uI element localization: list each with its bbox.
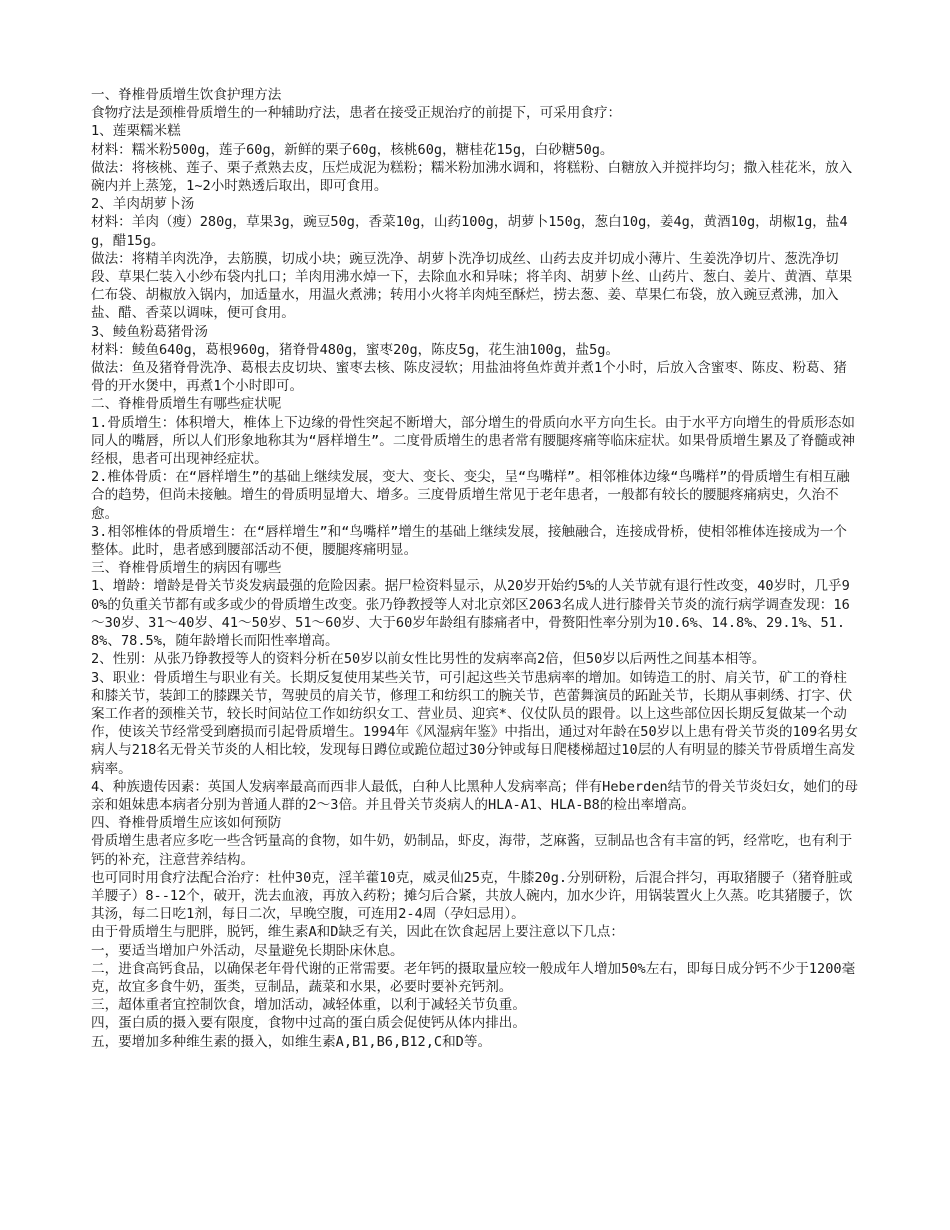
cause-2-gender: 2、性别：从张乃铮教授等人的资料分析在50岁以前女性比男性的发病率高2倍，但50岁以后两性之间基本相等。 [91, 651, 766, 668]
recipe-1-ingredients: 材料：糯米粉500g，莲子60g，新鲜的栗子60g，核桃60g，糖桂花15g，白砂糖50g。 [91, 141, 614, 158]
symptom-1: 1.骨质增生：体积增大，椎体上下边缘的骨性突起不断增大，部分增生的骨质向水平方向生长。由于水平方向增生的骨质形态如同人的嘴唇，所以人们形象地称其为“唇样增生”。二度骨质增生的患者常有腰腿疼痛等临床症状。如果骨质增生累及了脊髓或神经根，患者可出现神经症状。 [91, 414, 856, 468]
recipe-1-title: 1、莲栗糯米糕 [91, 123, 181, 140]
recipe-2-title: 2、羊肉胡萝卜汤 [91, 196, 195, 213]
paragraph-intro: 食物疗法是颈椎骨质增生的一种辅助疗法，患者在接受正规治疗的前提下，可采用食疗： [91, 105, 622, 122]
symptom-2: 2.椎体骨质：在“唇样增生”的基础上继续发展，变大、变长、变尖，呈“鸟嘴样”。相邻椎体边缘“鸟嘴样”的骨质增生有相互融合的趋势，但尚未接触。增生的骨质明显增大、增多。三度骨质增生常见于老年患者，一般都有较长的腰腿疼痛病史，久治不愈。 [91, 469, 850, 522]
heading-3: 三、脊椎骨质增生的病因有哪些 [91, 560, 282, 577]
cause-3-occupation: 3、职业：骨质增生与职业有关。长期反复使用某些关节，可引起这些关节患病率的增加。如铸造工的肘、肩关节，矿工的脊柱和膝关节，装卸工的膝踝关节，驾驶员的肩关节，修理工和纺织工的腕关节，芭蕾舞演员的跖趾关节，长期从事刺绣、打字、伏案工作者的颈椎关节，较长时间站位工作如纺织女工、营业员、迎宾*、仪仗队员的跟骨。以上这些部位因长期反复做某一个动作，使该关节经常受到磨损而引起骨质增生。1994年《风湿病年鉴》中指出，通过对年龄在50岁以上患有骨关节炎的109名男女病人与218名无骨关节炎的人相比较，发现每日蹲位或跪位超过30分钟或每日爬楼梯超过10层的人有明显的膝关节骨质增生高发病率。 [91, 669, 858, 777]
recipe-3-method: 做法：鱼及猪脊骨洗净、葛根去皮切块、蜜枣去核、陈皮浸软；用盐油将鱼炸黄并煮1个小时，后放入含蜜枣、陈皮、粉葛、猪骨的开水煲中，再煮1个小时即可。 [91, 360, 847, 395]
recipe-3-title: 3、鲮鱼粉葛猪骨汤 [91, 323, 208, 340]
prevention-diet: 骨质增生患者应多吃一些含钙量高的食物，如牛奶，奶制品，虾皮，海带，芝麻酱，豆制品也含有丰富的钙，经常吃，也有利于钙的补充，注意营养结构。 [91, 833, 853, 868]
prevention-point-2: 二，进食高钙食品，以确保老年骨代谢的正常需要。老年钙的摄取量应较一般成年人增加50%左右，即每日成分钙不少于1200毫克，故宜多食牛奶，蛋类，豆制品，蔬菜和水果，必要时要补充钙剂。 [91, 960, 856, 995]
cause-1-age: 1、增龄：增龄是骨关节炎发病最强的危险因素。据尸检资料显示，从20岁开始约5%的人关节就有退行性改变，40岁时，几乎90%的负重关节都有或多或少的骨质增生改变。张乃铮教授等人对北京郊区2063名成人进行膝骨关节炎的流行病学调查发现：16～30岁、31～40岁、41～50岁、51～60岁、大于60岁年龄组有膝痛者中，骨赘阳性率分别为10.6%、14.8%、29.1%、51.8%、78.5%，随年龄增长而阳性率增高。 [91, 578, 850, 650]
recipe-1-method: 做法：将核桃、莲子、栗子煮熟去皮，压烂成泥为糕粉；糯米粉加沸水调和，将糕粉、白糖放入并搅拌均匀；撒入桂花米，放入碗内并上蒸笼，1~2小时熟透后取出，即可食用。 [91, 159, 853, 195]
recipe-3-ingredients: 材料：鲮鱼640g，葛根960g，猪脊骨480g，蜜枣20g，陈皮5g，花生油100g，盐5g。 [91, 341, 620, 358]
prevention-point-1: 一，要适当增加户外活动，尽量避免长期卧床休息。 [91, 942, 404, 959]
prevention-food-therapy: 也可同时用食疗法配合治疗：杜仲30克，淫羊藿10克，威灵仙25克，牛膝20g.分别研粉，后混合拌匀，再取猪腰子（猪脊脏或羊腰子）8--12个，破开，洗去血液，再放入药粉；摊匀后合紧，共放人碗内，加水少许，用锅装置火上久蒸。吃其猪腰子，饮其汤，每二日吃1剂，每日二次，早晚空腹，可连用2-4周（孕妇忌用）。 [91, 869, 853, 923]
cause-4-genetics: 4、种族遗传因素：英国人发病率最高而西非人最低，白种人比黑种人发病率高；伴有Heberden结节的骨关节炎妇女，她们的母亲和姐妹患本病者分别为普通人群的2～3倍。并且骨关节炎病人的HLA-A1、HLA-B8的检出率增高。 [91, 778, 858, 813]
symptom-3: 3.相邻椎体的骨质增生：在“唇样增生”和“鸟嘴样”增生的基础上继续发展，接触融合，连接成骨桥，使相邻椎体连接成为一个整体。此时，患者感到腰部活动不便，腰腿疼痛明显。 [91, 523, 847, 559]
recipe-2-ingredients: 材料：羊肉（瘦）280g，草果3g，豌豆50g，香菜10g，山药100g，胡萝卜150g，葱白10g，姜4g，黄酒10g，胡椒1g，盐4g，醋15g。 [91, 214, 848, 249]
prevention-point-4: 四，蛋白质的摄入要有限度，食物中过高的蛋白质会促使钙从体内排出。 [91, 1015, 526, 1032]
prevention-notes-intro: 由于骨质增生与肥胖，脱钙，维生素A和D缺乏有关，因此在饮食起居上要注意以下几点： [91, 924, 624, 941]
heading-1: 一、脊椎骨质增生饮食护理方法 [91, 87, 282, 103]
heading-4: 四、脊椎骨质增生应该如何预防 [91, 815, 282, 832]
heading-2: 二、脊椎骨质增生有哪些症状呢 [91, 396, 282, 413]
prevention-point-3: 三，超体重者宜控制饮食，增加活动，减轻体重，以利于减轻关节负重。 [91, 997, 526, 1014]
recipe-2-method: 做法：将精羊肉洗净，去筋膜，切成小块；豌豆洗净、胡萝卜洗净切成丝、山药去皮并切成小薄片、生姜洗净切片、葱洗净切段、草果仁装入小纱布袋内扎口；羊肉用沸水焯一下，去除血水和异味；将羊肉、胡萝卜丝、山药片、葱白、姜片、黄酒、草果仁布袋、胡椒放入锅内，加适量水，用温火煮沸；转用小火将羊肉炖至酥烂，捞去葱、姜、草果仁布袋，放入豌豆煮沸，加入盐、醋、香菜以调味，便可食用。 [91, 250, 853, 322]
prevention-point-5: 五，要增加多种维生素的摄入，如维生素A,B1,B6,B12,C和D等。 [91, 1033, 492, 1050]
